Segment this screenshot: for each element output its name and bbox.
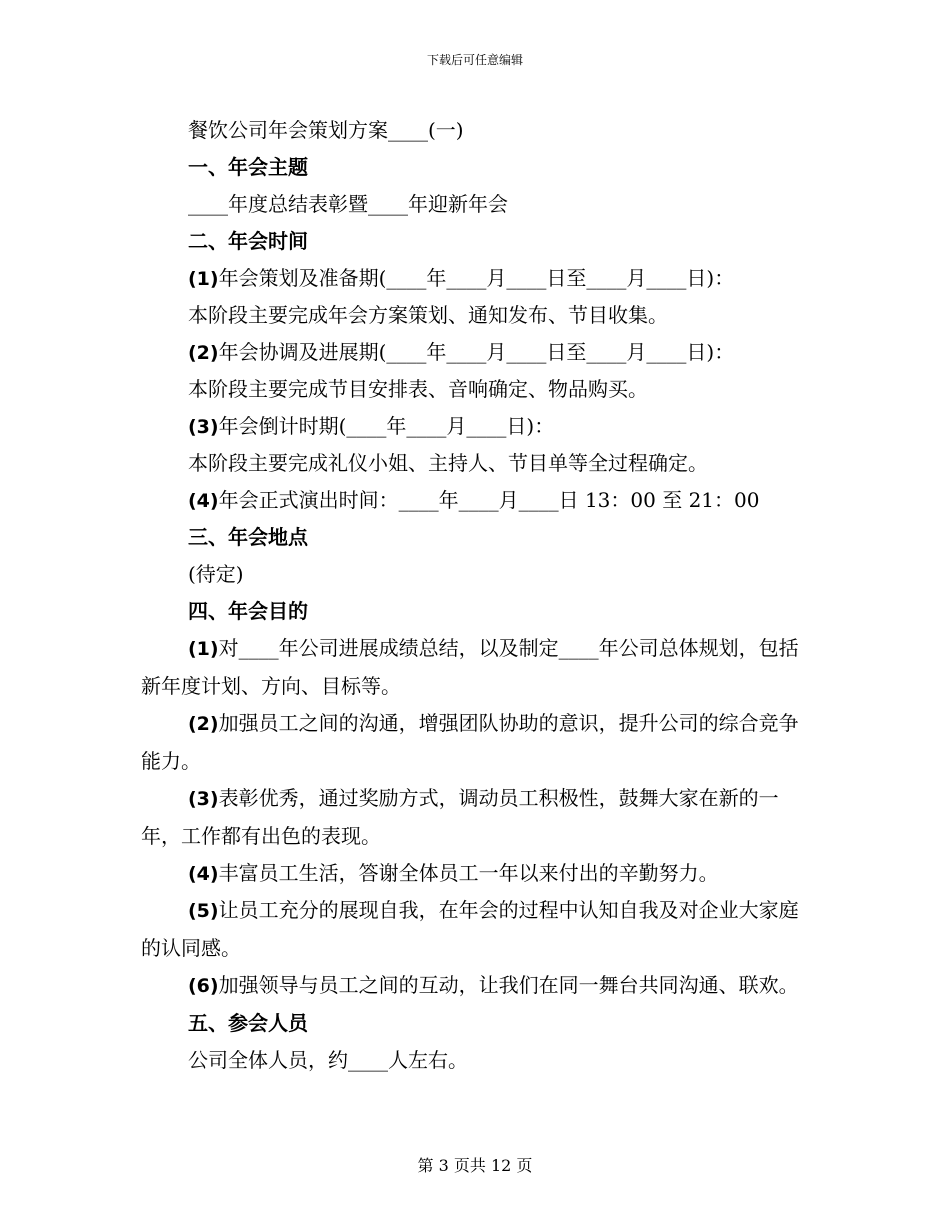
item-text: 加强领导与员工之间的互动，让我们在同一舞台共同沟通、联欢。 (218, 973, 799, 997)
item-text: 丰富员工生活，答谢全体员工一年以来付出的辛勤努力。 (218, 861, 719, 885)
item-number: (2) (188, 713, 219, 735)
section-heading-location: 三、年会地点 (188, 525, 308, 549)
document-body (141, 112, 811, 1079)
item-number: (2) (188, 342, 219, 364)
item-number: (1) (188, 638, 219, 660)
item-text: 表彰优秀，通过奖励方式，调动员工积极性，鼓舞大家在新的一年，工作都有出色的表现。 (141, 786, 779, 848)
item-text: 加强员工之间的沟通，增强团队协助的意识，提升公司的综合竞争能力。 (141, 711, 799, 773)
time-item-3-desc: 本阶段主要完成礼仪小姐、主持人、节目单等全过程确定。 (188, 451, 708, 475)
document-title: 餐饮公司年会策划方案____(一) (188, 118, 464, 142)
item-text: 让员工充分的展现自我，在年会的过程中认知自我及对企业大家庭的认同感。 (141, 898, 799, 960)
item-number: (3) (188, 788, 219, 810)
page-header: 下载后可任意编辑 (426, 53, 523, 67)
purpose-item-3 (141, 780, 811, 855)
item-number: (1) (188, 268, 219, 290)
item-number: (3) (188, 416, 219, 438)
item-number: (4) (188, 863, 219, 885)
item-number: (4) (188, 490, 219, 512)
theme-text: ____年度总结表彰暨____年迎新年会 (188, 192, 508, 216)
item-text: 年会倒计时期(____年____月____日)： (218, 414, 555, 438)
purpose-item-5 (141, 892, 811, 967)
time-item-2 (141, 334, 811, 371)
purpose-item-6 (141, 967, 811, 1005)
time-item-2-desc: 本阶段主要完成节目安排表、音响确定、物品购买。 (188, 377, 648, 401)
purpose-item-2 (141, 705, 811, 780)
time-item-4 (141, 482, 811, 519)
item-number: (5) (188, 900, 219, 922)
section-heading-time: 二、年会时间 (188, 229, 308, 253)
time-item-1 (141, 260, 811, 297)
section-heading-theme: 一、年会主题 (188, 155, 308, 179)
item-text: 对____年公司进展成绩总结，以及制定____年公司总体规划，包括新年度计划、方向、目标等。 (141, 636, 799, 698)
time-item-3 (141, 408, 811, 445)
item-text: 年会协调及进展期(____年____月____日至____月____日)： (218, 340, 735, 364)
item-text: 年会策划及准备期(____年____月____日至____月____日)： (218, 266, 735, 290)
attendees-text: 公司全体人员，约____人左右。 (188, 1048, 468, 1072)
item-number: (6) (188, 975, 219, 997)
item-text: 年会正式演出时间：____年____月____日 13：00 至 21：00 (218, 488, 760, 512)
purpose-item-4 (141, 855, 811, 892)
purpose-item-1 (141, 630, 811, 705)
page-footer: 第 3 页共 12 页 (417, 1156, 533, 1175)
time-item-1-desc: 本阶段主要完成年会方案策划、通知发布、节目收集。 (188, 303, 668, 327)
location-text: (待定) (188, 562, 244, 586)
section-heading-attendees: 五、参会人员 (188, 1011, 308, 1035)
section-heading-purpose: 四、年会目的 (188, 599, 308, 623)
